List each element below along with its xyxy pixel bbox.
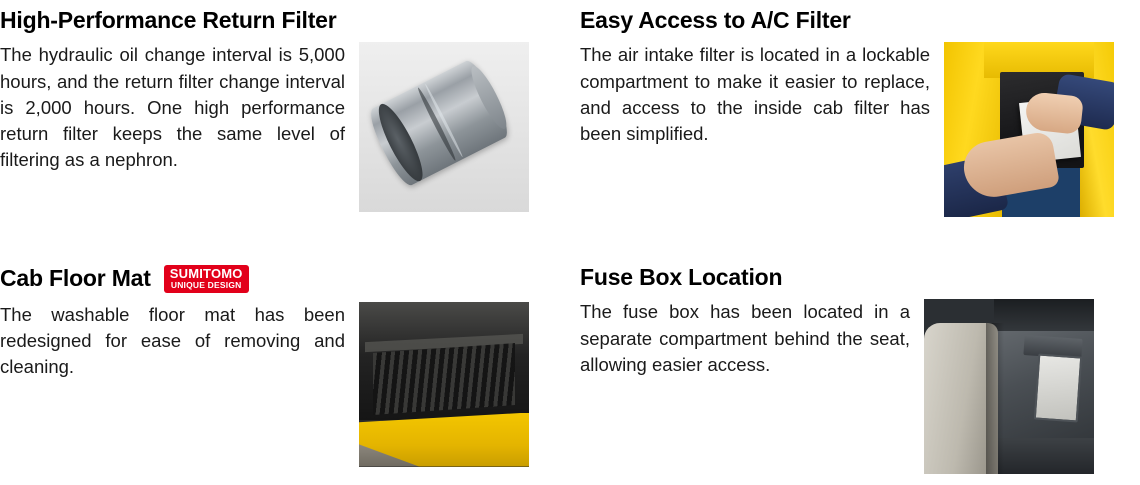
- ac-filter-access-photo: [944, 42, 1114, 217]
- panel-title-return-filter: [0, 8, 530, 33]
- panel-text-floor-mat: [0, 302, 345, 381]
- filter-end-shape: [466, 63, 512, 133]
- panel-paragraph: The fuse box has been located in a separate compartment behind the seat, allowing easier access.: [580, 301, 910, 375]
- operator-seat-shadow-shape: [986, 323, 1004, 474]
- filter-highlight-shape: [424, 84, 464, 158]
- panel-title-text: High-Performance Return Filter: [0, 7, 337, 33]
- fuse-box-panel-shape: [1034, 354, 1082, 423]
- fuse-box-location-photo: [924, 299, 1094, 474]
- filter-cap-shape: [371, 100, 430, 187]
- panel-body: [0, 42, 530, 212]
- panel-paragraph: The hydraulic oil change interval is 5,000 hours, and the return filter change interval is 2,000 hours. One high performance return filter keeps the same level of filtering as a nephron.: [0, 44, 345, 171]
- cab-upper-shadow-shape: [994, 299, 1094, 331]
- panel-title-text: Cab Floor Mat: [0, 265, 151, 292]
- panel-body: [0, 302, 530, 467]
- panel-text-return-filter: [0, 42, 345, 173]
- badge-brand-text: SUMITOMO: [169, 266, 243, 281]
- cab-floor-mat-photo: [359, 302, 529, 467]
- feature-panel-ac-filter: [580, 8, 1110, 217]
- feature-panel-fuse-box: [580, 265, 1110, 474]
- panel-title-text: Easy Access to A/C Filter: [580, 7, 851, 33]
- panel-title-floor-mat: [0, 265, 530, 293]
- panel-paragraph: The washable floor mat has been redesigned for ease of removing and cleaning.: [0, 303, 345, 378]
- panel-body: [580, 42, 1110, 217]
- feature-panel-return-filter: [0, 8, 530, 212]
- panel-paragraph: The air intake filter is located in a lockable compartment to make it easier to replace, and access to the inside cab filter has been simplified.: [580, 44, 930, 145]
- feature-panel-floor-mat: [0, 265, 530, 467]
- panel-title-ac-filter: [580, 8, 1110, 33]
- panel-text-ac-filter: [580, 42, 930, 147]
- panel-title-fuse-box: [580, 265, 1110, 290]
- panel-text-fuse-box: [580, 299, 910, 378]
- filter-cartridge-shape: [364, 57, 514, 190]
- floor-mat-ribs-shape: [373, 343, 515, 415]
- panel-title-text: Fuse Box Location: [580, 264, 783, 290]
- filter-band-shape: [416, 87, 458, 162]
- badge-subtitle-text: UNIQUE DESIGN: [170, 280, 242, 290]
- hydraulic-return-filter-photo: [359, 42, 529, 212]
- cab-floor-shape: [994, 438, 1094, 474]
- panel-body: [580, 299, 1110, 474]
- sumitomo-unique-design-badge: [164, 265, 249, 293]
